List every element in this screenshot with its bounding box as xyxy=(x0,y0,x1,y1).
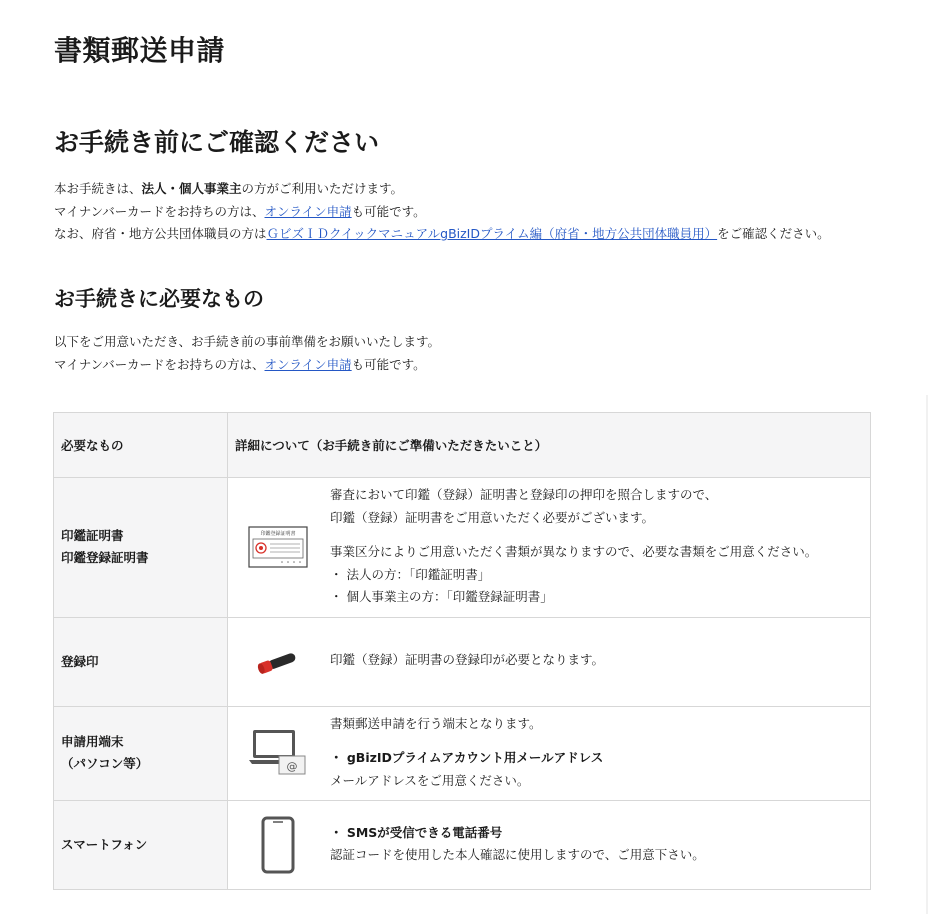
detail-bullet: ・ SMSが受信できる電話番号 xyxy=(330,824,503,840)
detail-line: 審査において印鑑（登録）証明書と登録印の押印を照合しますので、 xyxy=(330,487,718,502)
detail-bullet: ・ 法人の方：「印鑑証明書」 xyxy=(330,566,491,582)
requirements-table xyxy=(53,412,871,890)
detail-line: 認証コードを使用した本人確認に使用しますので、ご用意下さい。 xyxy=(330,847,705,862)
confirm-paragraph xyxy=(54,178,830,246)
requirements-line-1: 以下をご用意いただき、お手続き前の事前準備をお願いいたします。 xyxy=(54,334,441,349)
row-detail-text xyxy=(328,707,870,801)
detail-line: 事業区分によりご用意いただく書類が異なりますので、必要な書類をご用意ください。 xyxy=(330,544,818,559)
row-detail-text xyxy=(328,643,870,680)
table-row-smartphone xyxy=(54,801,871,890)
table-row-registered-seal xyxy=(54,617,871,706)
page-title: 書類郵送申請 xyxy=(54,34,226,67)
certificate-title: 印鑑登録証明書 xyxy=(260,531,296,538)
row-name-line: スマートフォン xyxy=(61,837,148,852)
row-detail-cell xyxy=(228,706,871,801)
text-segment: 本お手続きは、 xyxy=(54,181,142,196)
row-name-cell xyxy=(54,706,228,801)
detail-line: メールアドレスをご用意ください。 xyxy=(330,772,530,788)
text-segment: も可能です。 xyxy=(351,356,426,372)
confirm-line-2 xyxy=(54,201,830,224)
table-header-row xyxy=(54,413,871,478)
online-application-link-2[interactable]: オンライン申請 xyxy=(264,356,352,372)
confirm-line-1 xyxy=(54,178,830,201)
detail-bullet: ・ gBizIDプライムアカウント用メールアドレス xyxy=(330,750,604,765)
certificate-icon xyxy=(228,526,328,568)
row-name-line: 印鑑証明書 xyxy=(61,528,124,544)
text-segment: も可能です。 xyxy=(351,203,426,219)
header-details: 詳細について（お手続き前にご準備いただきたいこと） xyxy=(228,413,871,478)
row-detail-text xyxy=(328,816,870,875)
row-detail-cell xyxy=(228,478,871,618)
detail-line: 印鑑（登録）証明書をご用意いただく必要がございます。 xyxy=(330,509,655,525)
row-name-cell xyxy=(54,801,228,890)
text-segment: をご確認ください。 xyxy=(717,226,830,241)
row-detail-cell xyxy=(228,801,871,890)
detail-bullet: ・ 個人事業主の方：「印鑑登録証明書」 xyxy=(330,589,553,604)
section-heading-requirements: お手続きに必要なもの xyxy=(54,287,264,311)
smartphone-icon xyxy=(228,816,328,874)
quick-manual-link[interactable]: ＧビズＩＤクイックマニュアルgBizIDプライム編（府省・地方公共団体職員用） xyxy=(266,226,718,241)
stamp-icon xyxy=(228,649,328,675)
online-application-link[interactable]: オンライン申請 xyxy=(264,203,352,219)
bold-eligibility: 法人・個人事業主 xyxy=(141,181,242,196)
requirements-paragraph xyxy=(54,331,440,376)
section-heading-confirm: お手続き前にご確認ください xyxy=(54,128,380,157)
text-segment: なお、府省・地方公共団体職員の方は xyxy=(54,226,267,241)
row-name-cell xyxy=(54,617,228,706)
row-name-cell xyxy=(54,478,228,618)
table-row-seal-certificate xyxy=(54,478,871,618)
detail-line: 書類郵送申請を行う端末となります。 xyxy=(330,715,542,731)
requirements-line-2 xyxy=(54,354,440,377)
text-segment: マイナンバーカードをお持ちの方は、 xyxy=(54,356,265,372)
header-required-item: 必要なもの xyxy=(54,413,228,478)
confirm-line-3 xyxy=(54,223,830,246)
laptop-mail-icon xyxy=(228,727,328,779)
row-detail-text xyxy=(328,478,870,617)
svg-text:@: @ xyxy=(286,760,298,774)
row-name-line: 登録印 xyxy=(61,653,99,669)
row-detail-cell xyxy=(228,617,871,706)
row-name-line: （パソコン等） xyxy=(61,756,149,772)
text-segment: の方がご利用いただけます。 xyxy=(241,181,404,196)
row-name-line: 申請用端末 xyxy=(61,734,124,750)
table-row-device xyxy=(54,706,871,801)
detail-line: 印鑑（登録）証明書の登録印が必要となります。 xyxy=(330,652,605,668)
text-segment: マイナンバーカードをお持ちの方は、 xyxy=(54,203,265,219)
row-name-line: 印鑑登録証明書 xyxy=(61,550,149,566)
